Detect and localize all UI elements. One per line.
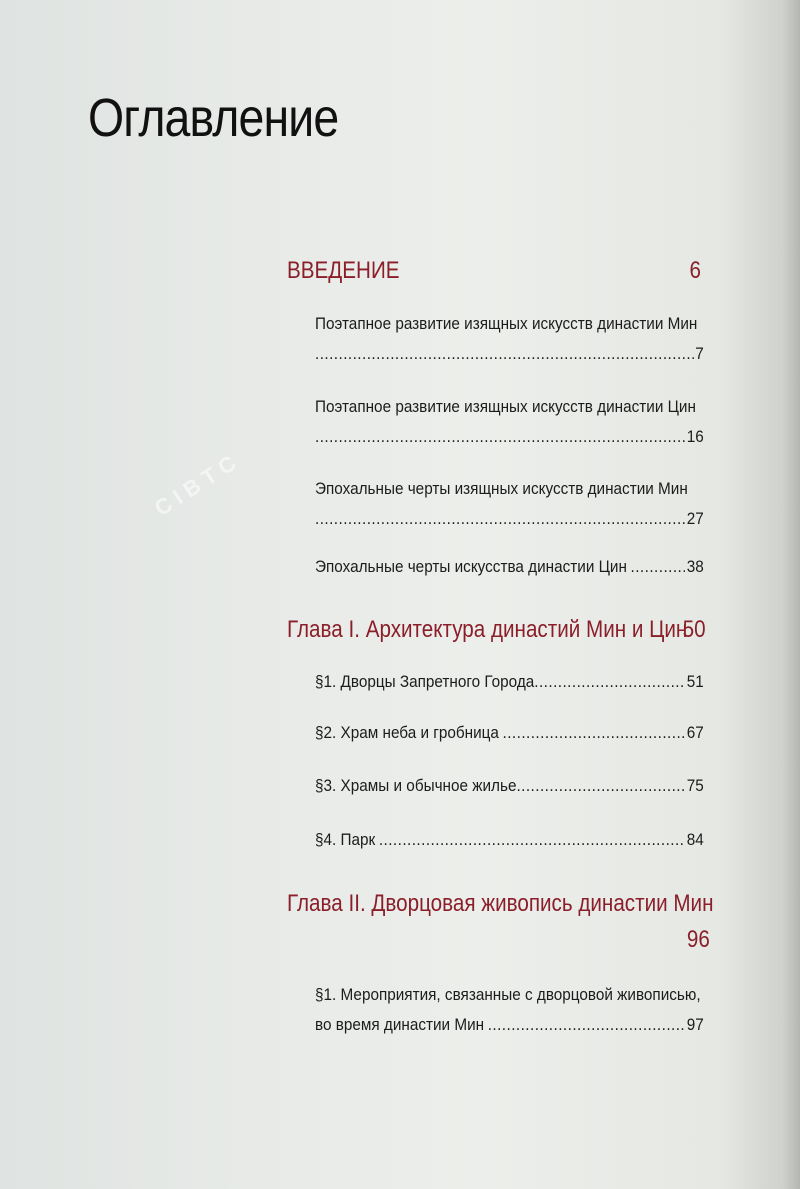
entry-title: §4. Парк [315,830,376,849]
entry-title: §1. Дворцы Запретного Города [315,672,535,691]
entry-page-number: 67 [686,723,704,742]
section-title: Глава I. Архитектура династий Мин и Цин [287,616,688,643]
dot-leader [499,718,685,748]
toc-entry[interactable] [315,552,704,582]
entry-page-number: 27 [686,509,704,528]
page-title: Оглавление [88,88,339,148]
toc-entry[interactable] [315,771,704,801]
entry-page-number: 16 [686,427,704,446]
toc-entry[interactable] [315,825,704,855]
entry-page-number: 38 [686,557,704,576]
dot-leader [484,1010,685,1040]
toc-section-introduction[interactable] [287,255,700,287]
entry-title-continued: во время династии Мин [315,1015,485,1034]
section-page-number: 6 [689,257,701,284]
entry-page-number: 7 [695,344,704,363]
entry-title: §1. Мероприятия, связанные с дворцовой живописью, [315,985,701,1004]
section-page-number: 96 [686,926,710,953]
dot-leader [534,667,685,697]
entry-page-number: 84 [686,830,704,849]
section-page-number: 50 [682,616,706,643]
entry-title: Эпохальные черты изящных искусств династии Мин [315,479,688,498]
watermark: CIBTC [150,447,246,521]
entry-title: Эпохальные черты искусства династии Цин [315,557,627,576]
dot-leader [315,504,685,534]
dot-leader [315,339,693,369]
entry-title: §3. Храмы и обычное жилье [315,776,517,795]
entry-page-number: 97 [686,1015,704,1034]
toc-entry[interactable] [315,667,704,697]
toc-section-chapter-1[interactable] [287,614,713,646]
toc-entry[interactable] [315,474,704,534]
toc-entry[interactable] [315,980,704,1040]
entry-title: §2. Храм неба и гробница [315,723,499,742]
section-title: Глава II. Дворцовая живопись династии Мин [287,890,714,917]
section-title: ВВЕДЕНИЕ [287,257,400,284]
entry-title: Поэтапное развитие изящных искусств династии Мин [315,314,698,333]
dot-leader [315,422,685,452]
toc-entry[interactable] [315,718,704,748]
toc-entry[interactable] [315,309,704,369]
toc-section-chapter-2[interactable] [287,888,713,956]
entry-page-number: 75 [686,776,704,795]
entry-title: Поэтапное развитие изящных искусств династии Цин [315,397,696,416]
dot-leader [627,552,685,582]
entry-page-number: 51 [686,672,704,691]
toc-entry[interactable] [315,392,704,452]
dot-leader [516,771,685,801]
dot-leader [375,825,685,855]
